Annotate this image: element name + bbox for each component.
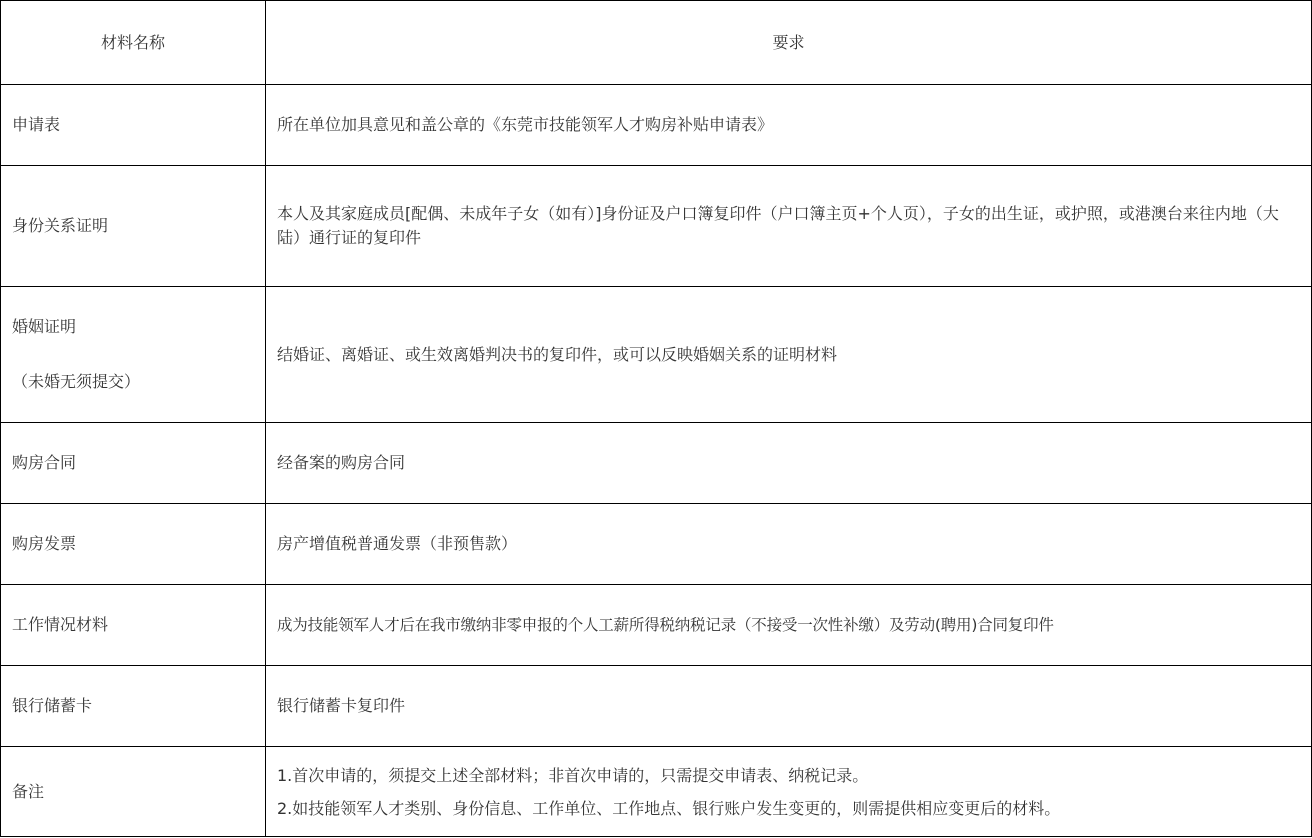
material-name-cell: 购房合同 bbox=[1, 423, 266, 504]
material-name-cell: 身份关系证明 bbox=[1, 166, 266, 287]
note-line-2: 2.如技能领军人才类别、身份信息、工作单位、工作地点、银行账户发生变更的，则需提供相应变更后的材料。 bbox=[277, 798, 1061, 818]
requirement-cell: 所在单位加具意见和盖公章的《东莞市技能领军人才购房补贴申请表》 bbox=[266, 85, 1312, 166]
requirement-cell: 经备案的购房合同 bbox=[266, 423, 1312, 504]
requirement-cell: 房产增值税普通发票（非预售款） bbox=[266, 504, 1312, 585]
table-row bbox=[1, 166, 1312, 287]
material-name-note: （未婚无须提交） bbox=[12, 372, 141, 391]
requirement-cell: 银行储蓄卡复印件 bbox=[266, 666, 1312, 747]
header-material-name: 材料名称 bbox=[1, 1, 266, 85]
table-row bbox=[1, 287, 1312, 423]
table-row bbox=[1, 666, 1312, 747]
requirement-cell: 成为技能领军人才后在我市缴纳非零申报的个人工薪所得税纳税记录（不接受一次性补缴）及劳动(聘用)合同复印件 bbox=[266, 585, 1312, 666]
material-name-cell: 购房发票 bbox=[1, 504, 266, 585]
material-name: 婚姻证明 bbox=[12, 317, 77, 336]
requirement-cell: 本人及其家庭成员[配偶、未成年子女（如有）]身份证及户口簿复印件（户口簿主页+个人页），子女的出生证，或护照，或港澳台来往内地（大陆）通行证的复印件 bbox=[266, 166, 1312, 287]
table-row bbox=[1, 504, 1312, 585]
table-row bbox=[1, 747, 1312, 837]
header-requirement: 要求 bbox=[266, 1, 1312, 85]
material-name-cell bbox=[1, 287, 266, 423]
table-row bbox=[1, 85, 1312, 166]
requirement-cell: 结婚证、离婚证、或生效离婚判决书的复印件，或可以反映婚姻关系的证明材料 bbox=[266, 287, 1312, 423]
material-name-cell: 备注 bbox=[1, 747, 266, 837]
notes-cell bbox=[266, 747, 1312, 837]
material-name-cell: 申请表 bbox=[1, 85, 266, 166]
material-name-cell: 工作情况材料 bbox=[1, 585, 266, 666]
table-row bbox=[1, 423, 1312, 504]
note-line-1: 1.首次申请的，须提交上述全部材料；非首次申请的，只需提交申请表、纳税记录。 bbox=[277, 765, 869, 785]
material-name-cell: 银行储蓄卡 bbox=[1, 666, 266, 747]
table-header-row bbox=[1, 1, 1312, 85]
table-row bbox=[1, 585, 1312, 666]
